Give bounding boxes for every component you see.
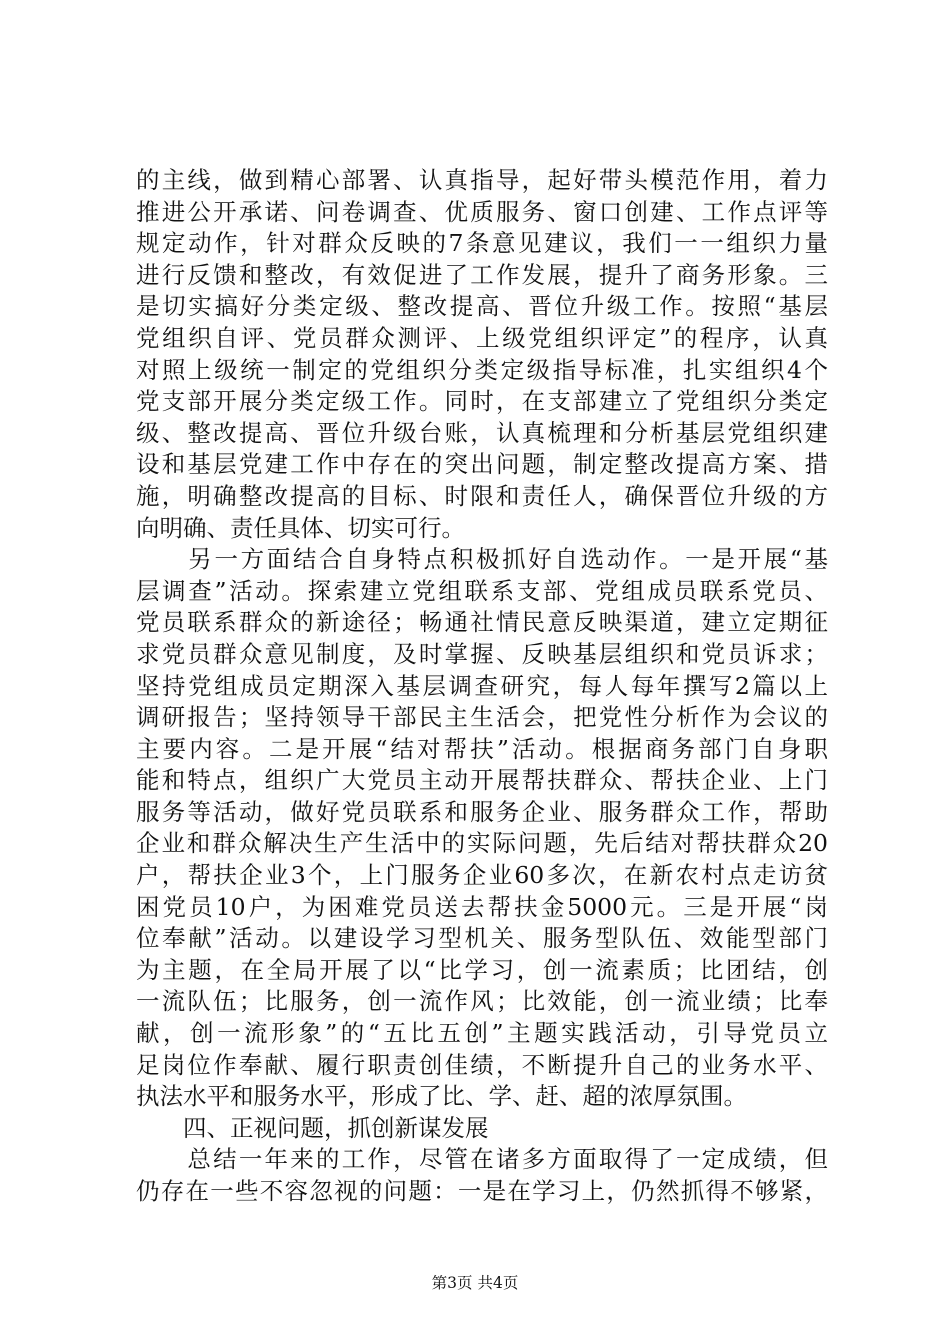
text-line: 施，明确整改提高的目标、时限和责任人，确保晋位升级的方	[136, 481, 828, 510]
text-line: 户，帮扶企业3个，上门服务企业60多次，在新农村点走访贫	[136, 861, 828, 890]
document-body	[136, 165, 828, 1208]
text-line: 向明确、责任具体、切实可行。	[136, 513, 465, 542]
text-line: 推进公开承诺、问卷调查、优质服务、窗口创建、工作点评等	[136, 197, 828, 226]
text-line: 级、整改提高、晋位升级台账，认真梳理和分析基层党组织建	[136, 418, 828, 447]
text-line: 求党员群众意见制度，及时掌握、反映基层组织和党员诉求；	[136, 639, 828, 668]
text-line: 调研报告；坚持领导干部民主生活会，把党性分析作为会议的	[136, 703, 828, 732]
text-line: 一流队伍；比服务，创一流作风；比效能，创一流业绩；比奉	[136, 987, 828, 1016]
text-line: 进行反馈和整改，有效促进了工作发展，提升了商务形象。三	[136, 260, 828, 289]
text-line: 为主题，在全局开展了以“比学习，创一流素质；比团结，创	[136, 955, 828, 984]
text-line: 执法水平和服务水平，形成了比、学、赶、超的浓厚氛围。	[136, 1082, 747, 1111]
text-line: 党员联系群众的新途径；畅通社情民意反映渠道，建立定期征	[136, 608, 828, 637]
text-line: 总结一年来的工作，尽管在诸多方面取得了一定成绩，但	[136, 1145, 828, 1174]
text-line: 是切实搞好分类定级、整改提高、晋位升级工作。按照“基层	[136, 292, 828, 321]
text-line: 能和特点，组织广大党员主动开展帮扶群众、帮扶企业、上门	[136, 766, 828, 795]
text-line: 企业和群众解决生产生活中的实际问题，先后结对帮扶群众20	[136, 829, 828, 858]
text-line: 服务等活动，做好党员联系和服务企业、服务群众工作，帮助	[136, 797, 828, 826]
text-line: 层调查”活动。探索建立党组联系支部、党组成员联系党员、	[136, 576, 828, 605]
page-footer: 第3页 共4页	[431, 1274, 519, 1292]
text-line: 对照上级统一制定的党组织分类定级指导标准，扎实组织4个	[136, 355, 828, 384]
text-line: 另一方面结合自身特点积极抓好自选动作。一是开展“基	[136, 545, 828, 574]
text-line: 足岗位作奉献、履行职责创佳绩，不断提升自己的业务水平、	[136, 1050, 828, 1079]
text-line: 设和基层党建工作中存在的突出问题，制定整改提高方案、措	[136, 450, 828, 479]
text-line: 规定动作，针对群众反映的7条意见建议，我们一一组织力量	[136, 229, 828, 258]
text-line: 党组织自评、党员群众测评、上级党组织评定”的程序，认真	[136, 323, 828, 352]
text-line: 党支部开展分类定级工作。同时，在支部建立了党组织分类定	[136, 387, 828, 416]
text-line: 坚持党组成员定期深入基层调查研究，每人每年撰写2篇以上	[136, 671, 828, 700]
text-line: 主要内容。二是开展“结对帮扶”活动。根据商务部门自身职	[136, 734, 828, 763]
text-line: 献，创一流形象”的“五比五创”主题实践活动，引导党员立	[136, 1019, 828, 1048]
text-line: 四、正视问题，抓创新谋发展	[136, 1113, 489, 1142]
text-line: 位奉献”活动。以建设学习型机关、服务型队伍、效能型部门	[136, 924, 828, 953]
text-line: 的主线，做到精心部署、认真指导，起好带头模范作用，着力	[136, 166, 828, 194]
text-line: 仍存在一些不容忽视的问题：一是在学习上，仍然抓得不够紧，	[136, 1177, 828, 1205]
text-line: 困党员10户，为困难党员送去帮扶金5000元。三是开展“岗	[136, 892, 828, 921]
